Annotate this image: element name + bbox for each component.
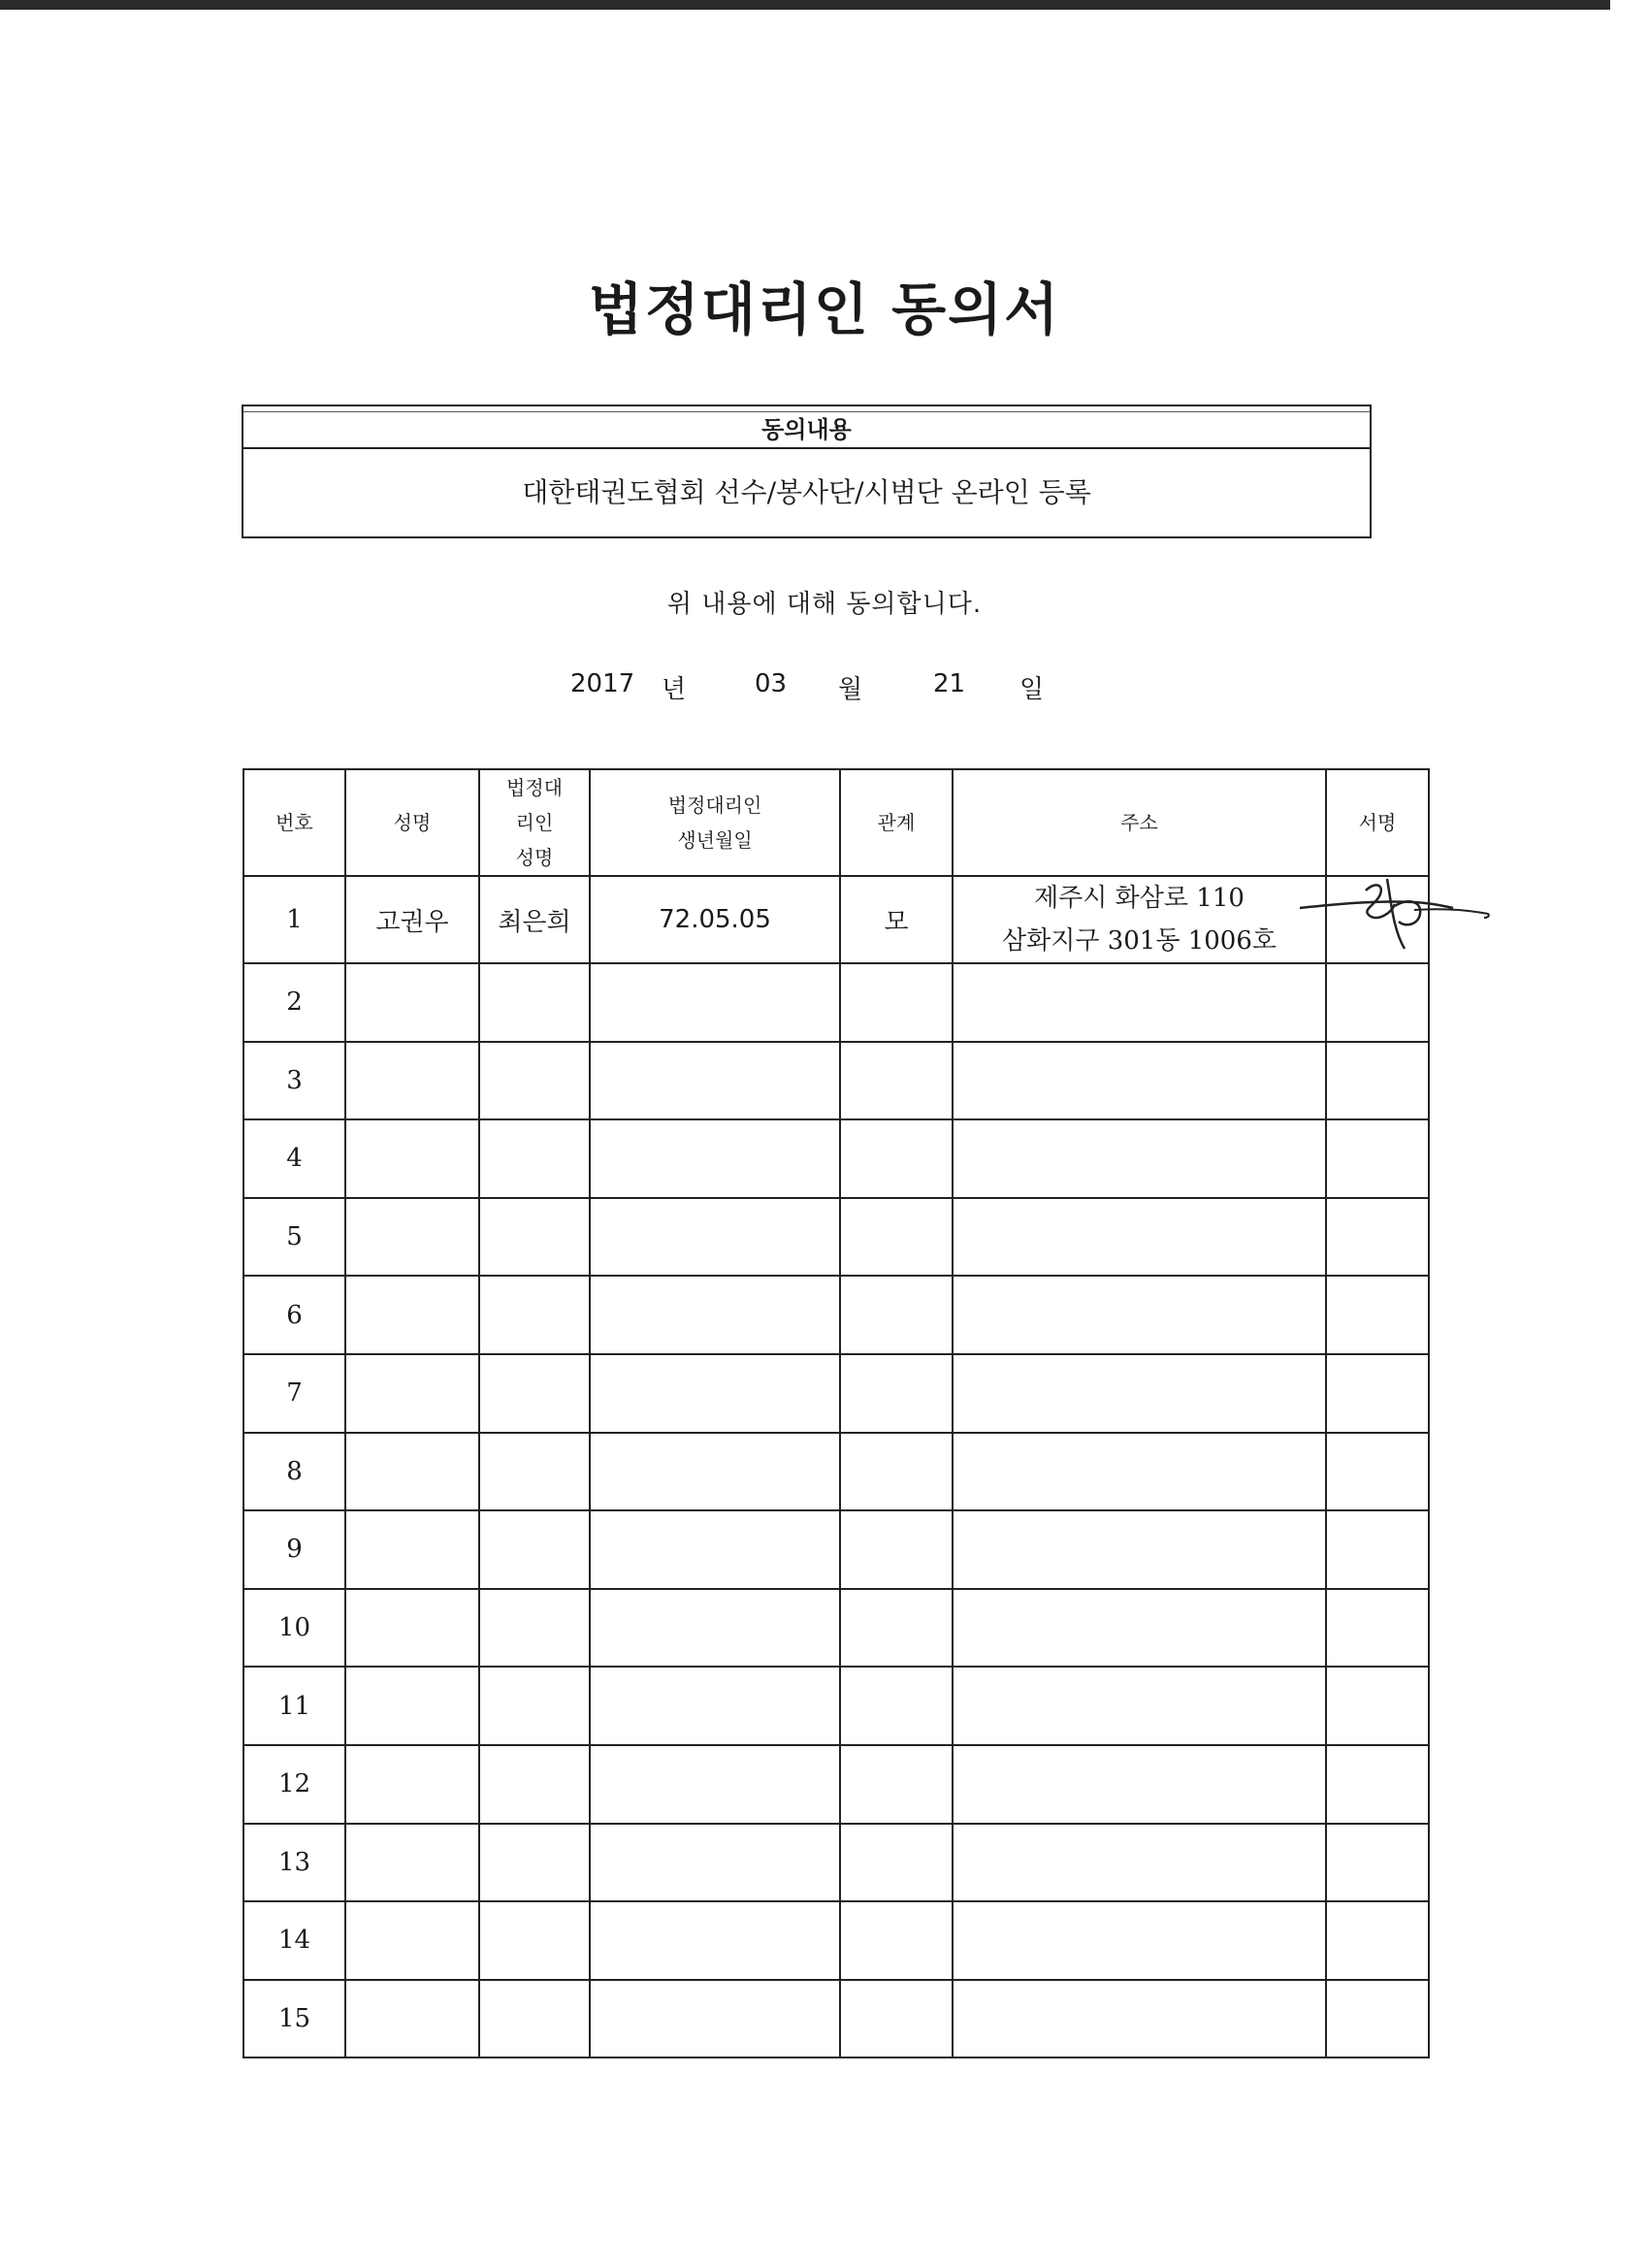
row-no: 7 bbox=[243, 1354, 345, 1433]
row-guardian-name bbox=[479, 1901, 590, 1980]
row-name: 고권우 bbox=[345, 876, 479, 963]
header-guardian-name-line1: 법정대 bbox=[506, 776, 563, 799]
table-row bbox=[243, 1824, 1429, 1902]
row-no: 12 bbox=[243, 1745, 345, 1824]
table-row bbox=[243, 1042, 1429, 1120]
header-signature: 서명 bbox=[1326, 769, 1429, 876]
header-guardian-birth bbox=[590, 769, 840, 876]
row-guardian-birth bbox=[590, 1276, 840, 1354]
row-guardian-name bbox=[479, 1198, 590, 1277]
row-guardian-name bbox=[479, 1354, 590, 1433]
row-signature bbox=[1326, 1824, 1429, 1902]
row-guardian-name bbox=[479, 1667, 590, 1745]
row-signature bbox=[1326, 1119, 1429, 1198]
row-guardian-name bbox=[479, 1980, 590, 2058]
row-address bbox=[953, 1510, 1326, 1589]
table-row bbox=[243, 1433, 1429, 1511]
row-guardian-birth bbox=[590, 1042, 840, 1120]
date-day-unit: 일 bbox=[1019, 675, 1045, 704]
row-address bbox=[953, 1667, 1326, 1745]
row-relation bbox=[840, 963, 953, 1042]
header-no: 번호 bbox=[243, 769, 345, 876]
row-guardian-name bbox=[479, 1589, 590, 1668]
row-name bbox=[345, 1510, 479, 1589]
row-signature bbox=[1326, 1042, 1429, 1120]
row-guardian-birth bbox=[590, 1980, 840, 2058]
row-no: 2 bbox=[243, 963, 345, 1042]
table-header-row bbox=[243, 769, 1429, 876]
table-row bbox=[243, 963, 1429, 1042]
header-address: 주소 bbox=[953, 769, 1326, 876]
row-name bbox=[345, 963, 479, 1042]
header-relation: 관계 bbox=[840, 769, 953, 876]
row-name bbox=[345, 1042, 479, 1120]
row-guardian-birth bbox=[590, 1198, 840, 1277]
date-day: 21 bbox=[933, 669, 966, 698]
row-guardian-birth bbox=[590, 963, 840, 1042]
row-signature bbox=[1326, 1354, 1429, 1433]
row-signature bbox=[1326, 1276, 1429, 1354]
row-guardian-name bbox=[479, 1510, 590, 1589]
row-relation bbox=[840, 1980, 953, 2058]
row-guardian-birth bbox=[590, 1667, 840, 1745]
row-no: 14 bbox=[243, 1901, 345, 1980]
row-address bbox=[953, 1745, 1326, 1824]
row-signature bbox=[1326, 1667, 1429, 1745]
row-address bbox=[953, 1824, 1326, 1902]
row-name bbox=[345, 1824, 479, 1902]
row-signature bbox=[1326, 1198, 1429, 1277]
header-guardian-name-line3: 성명 bbox=[515, 846, 554, 869]
table-row bbox=[243, 1119, 1429, 1198]
row-relation bbox=[840, 1042, 953, 1120]
row-name bbox=[345, 1119, 479, 1198]
row-no: 11 bbox=[243, 1667, 345, 1745]
row-guardian-birth bbox=[590, 1901, 840, 1980]
table-row bbox=[243, 1980, 1429, 2058]
row-no: 6 bbox=[243, 1276, 345, 1354]
header-guardian-birth-line2: 생년월일 bbox=[677, 828, 753, 852]
row-guardian-name bbox=[479, 1824, 590, 1902]
row-guardian-birth bbox=[590, 1354, 840, 1433]
date-year: 2017 bbox=[570, 669, 635, 698]
row-address-line1: 제주시 화삼로 110 bbox=[1034, 884, 1245, 913]
row-guardian-birth bbox=[590, 1589, 840, 1668]
row-name bbox=[345, 1276, 479, 1354]
table-row bbox=[243, 1589, 1429, 1668]
row-no: 5 bbox=[243, 1198, 345, 1277]
row-relation bbox=[840, 1198, 953, 1277]
row-name bbox=[345, 1433, 479, 1511]
guardian-roster-table bbox=[242, 768, 1430, 2058]
table-row bbox=[243, 1510, 1429, 1589]
row-address bbox=[953, 1589, 1326, 1668]
row-address bbox=[953, 1901, 1326, 1980]
row-relation bbox=[840, 1824, 953, 1902]
row-guardian-birth: 72.05.05 bbox=[590, 876, 840, 963]
consent-content-text: 대한태권도협회 선수/봉사단/시범단 온라인 등록 bbox=[522, 476, 1091, 508]
row-signature bbox=[1326, 1901, 1429, 1980]
table-row bbox=[243, 1198, 1429, 1277]
table-row bbox=[243, 1901, 1429, 1980]
row-name bbox=[345, 1667, 479, 1745]
row-signature bbox=[1326, 1589, 1429, 1668]
row-address bbox=[953, 1119, 1326, 1198]
row-address bbox=[953, 1354, 1326, 1433]
row-no: 1 bbox=[243, 876, 345, 963]
consent-content-header: 동의내용 bbox=[243, 411, 1370, 449]
row-relation bbox=[840, 1119, 953, 1198]
row-relation bbox=[840, 1667, 953, 1745]
row-signature bbox=[1326, 876, 1429, 963]
row-address bbox=[953, 1042, 1326, 1120]
row-signature bbox=[1326, 1745, 1429, 1824]
table-row bbox=[243, 1667, 1429, 1745]
row-name bbox=[345, 1198, 479, 1277]
row-signature bbox=[1326, 963, 1429, 1042]
row-guardian-birth bbox=[590, 1745, 840, 1824]
row-relation: 모 bbox=[840, 876, 953, 963]
table-row bbox=[243, 1354, 1429, 1433]
row-guardian-name: 최은희 bbox=[479, 876, 590, 963]
row-address bbox=[953, 876, 1326, 963]
row-address bbox=[953, 963, 1326, 1042]
row-guardian-name bbox=[479, 1042, 590, 1120]
row-guardian-name bbox=[479, 1433, 590, 1511]
row-relation bbox=[840, 1433, 953, 1511]
row-address-line2: 삼화지구 301동 1006호 bbox=[1001, 926, 1277, 956]
agreement-statement: 위 내용에 대해 동의합니다. bbox=[666, 590, 983, 619]
row-relation bbox=[840, 1901, 953, 1980]
row-guardian-birth bbox=[590, 1510, 840, 1589]
row-name bbox=[345, 1354, 479, 1433]
row-relation bbox=[840, 1589, 953, 1668]
row-guardian-name bbox=[479, 1745, 590, 1824]
header-name: 성명 bbox=[345, 769, 479, 876]
consent-content-box bbox=[242, 405, 1372, 538]
row-name bbox=[345, 1745, 479, 1824]
row-no: 8 bbox=[243, 1433, 345, 1511]
table-row bbox=[243, 1745, 1429, 1824]
header-guardian-birth-line1: 법정대리인 bbox=[667, 794, 762, 817]
row-signature bbox=[1326, 1433, 1429, 1511]
row-guardian-name bbox=[479, 1119, 590, 1198]
row-name bbox=[345, 1980, 479, 2058]
row-guardian-birth bbox=[590, 1119, 840, 1198]
row-guardian-name bbox=[479, 963, 590, 1042]
date-year-unit: 년 bbox=[662, 675, 687, 704]
handwritten-signature bbox=[1327, 881, 1428, 958]
row-name bbox=[345, 1589, 479, 1668]
row-relation bbox=[840, 1276, 953, 1354]
row-no: 9 bbox=[243, 1510, 345, 1589]
row-relation bbox=[840, 1354, 953, 1433]
row-guardian-birth bbox=[590, 1433, 840, 1511]
document-title: 법정대리인 동의서 bbox=[588, 276, 1061, 342]
scan-top-edge bbox=[0, 0, 1649, 10]
row-no: 15 bbox=[243, 1980, 345, 2058]
table-row bbox=[243, 876, 1429, 963]
row-no: 13 bbox=[243, 1824, 345, 1902]
row-guardian-birth bbox=[590, 1824, 840, 1902]
row-no: 4 bbox=[243, 1119, 345, 1198]
row-relation bbox=[840, 1510, 953, 1589]
row-signature bbox=[1326, 1510, 1429, 1589]
row-address bbox=[953, 1276, 1326, 1354]
row-name bbox=[345, 1901, 479, 1980]
row-relation bbox=[840, 1745, 953, 1824]
row-guardian-name bbox=[479, 1276, 590, 1354]
header-guardian-name bbox=[479, 769, 590, 876]
date-month-unit: 월 bbox=[838, 675, 863, 704]
row-signature bbox=[1326, 1980, 1429, 2058]
row-no: 10 bbox=[243, 1589, 345, 1668]
table-row bbox=[243, 1276, 1429, 1354]
row-address bbox=[953, 1433, 1326, 1511]
row-no: 3 bbox=[243, 1042, 345, 1120]
header-guardian-name-line2: 리인 bbox=[515, 811, 554, 834]
row-address bbox=[953, 1980, 1326, 2058]
row-address bbox=[953, 1198, 1326, 1277]
date-month: 03 bbox=[755, 669, 788, 698]
